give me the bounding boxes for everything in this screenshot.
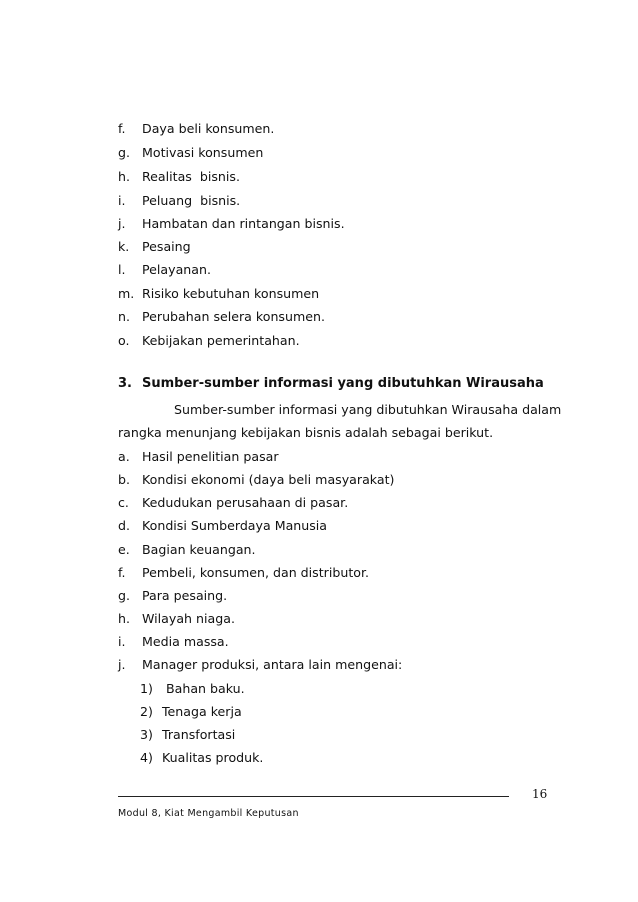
- list-item: [118, 239, 191, 255]
- sub-list-text: Bahan baku.: [162, 681, 245, 696]
- sub-list-marker: 4): [140, 750, 153, 765]
- list-item: [118, 565, 369, 581]
- list-marker: i.: [118, 634, 126, 649]
- sub-list-marker: 1): [140, 681, 153, 696]
- list-text: Realitas bisnis.: [142, 169, 240, 184]
- list-item: [118, 495, 348, 511]
- list-text: Wilayah niaga.: [142, 611, 235, 626]
- list-text: Para pesaing.: [142, 588, 228, 603]
- list-marker: i.: [118, 193, 126, 208]
- list-item: [118, 333, 300, 349]
- list-text: Bagian keuangan.: [142, 542, 256, 557]
- list-text: Pembeli, konsumen, dan distributor.: [142, 565, 369, 580]
- list-text: Motivasi konsumen: [142, 145, 264, 160]
- page-number: 16: [532, 787, 548, 801]
- list-item: [118, 611, 235, 627]
- list-item: [118, 588, 227, 604]
- sub-list-marker: 2): [140, 704, 153, 719]
- list-marker: h.: [118, 169, 130, 184]
- sub-list-item: [140, 704, 242, 720]
- list-text: Hambatan dan rintangan bisnis.: [142, 216, 345, 231]
- list-item: [118, 193, 240, 209]
- list-text: Kondisi Sumberdaya Manusia: [142, 518, 328, 533]
- list-text: Media massa.: [142, 634, 229, 649]
- list-item: [118, 169, 240, 185]
- list-marker: f.: [118, 121, 126, 136]
- list-marker: g.: [118, 145, 130, 160]
- list-marker: j.: [118, 657, 126, 672]
- list-item: [118, 634, 229, 650]
- footer-module-title: Modul 8, Kiat Mengambil Keputusan: [118, 808, 299, 819]
- list-item: [118, 449, 279, 465]
- list-marker: b.: [118, 472, 130, 487]
- list-marker: n.: [118, 309, 130, 324]
- list-item: [118, 216, 345, 232]
- list-item: [118, 286, 319, 302]
- list-text: Perubahan selera konsumen.: [142, 309, 325, 324]
- list-text: Risiko kebutuhan konsumen: [142, 286, 320, 301]
- list-marker: l.: [118, 262, 126, 277]
- list-text: Kebijakan pemerintahan.: [142, 333, 300, 348]
- list-text: Kedudukan perusahaan di pasar.: [142, 495, 349, 510]
- footer-divider: [118, 796, 509, 797]
- list-marker: c.: [118, 495, 129, 510]
- section-title: Sumber-sumber informasi yang dibutuhkan Wirausaha: [142, 376, 544, 391]
- list-marker: h.: [118, 611, 130, 626]
- list-text: Pesaing: [142, 239, 191, 254]
- list-text: Peluang bisnis.: [142, 193, 241, 208]
- list-text: Kondisi ekonomi (daya beli masyarakat): [142, 472, 395, 487]
- paragraph-line-1: Sumber-sumber informasi yang dibutuhkan Wirausaha dalam: [174, 402, 562, 417]
- sub-list-marker: 3): [140, 727, 153, 742]
- list-item: [118, 542, 256, 558]
- list-marker: e.: [118, 542, 130, 557]
- list-item: [118, 657, 402, 673]
- list-item: [118, 262, 211, 278]
- list-text: Pelayanan.: [142, 262, 211, 277]
- list-marker: a.: [118, 449, 130, 464]
- section-heading: [118, 376, 544, 392]
- list-marker: m.: [118, 286, 135, 301]
- list-marker: f.: [118, 565, 126, 580]
- list-marker: j.: [118, 216, 126, 231]
- sub-list-item: [140, 681, 245, 697]
- list-item: [118, 309, 325, 325]
- list-marker: o.: [118, 333, 130, 348]
- list-item: [118, 472, 394, 488]
- list-item: [118, 121, 274, 137]
- list-text: Daya beli konsumen.: [142, 121, 275, 136]
- sub-list-item: [140, 727, 235, 743]
- paragraph-line-2: rangka menunjang kebijakan bisnis adalah sebagai berikut.: [118, 425, 494, 440]
- sub-list-item: [140, 750, 263, 766]
- list-item: [118, 145, 263, 161]
- list-text: Hasil penelitian pasar: [142, 449, 279, 464]
- sub-list-text: Transfortasi: [162, 727, 236, 742]
- list-marker: k.: [118, 239, 130, 254]
- list-marker: g.: [118, 588, 130, 603]
- section-number: 3.: [118, 376, 132, 391]
- sub-list-text: Kualitas produk.: [162, 750, 264, 765]
- list-text: Manager produksi, antara lain mengenai:: [142, 657, 403, 672]
- sub-list-text: Tenaga kerja: [162, 704, 242, 719]
- list-item: [118, 518, 327, 534]
- list-marker: d.: [118, 518, 130, 533]
